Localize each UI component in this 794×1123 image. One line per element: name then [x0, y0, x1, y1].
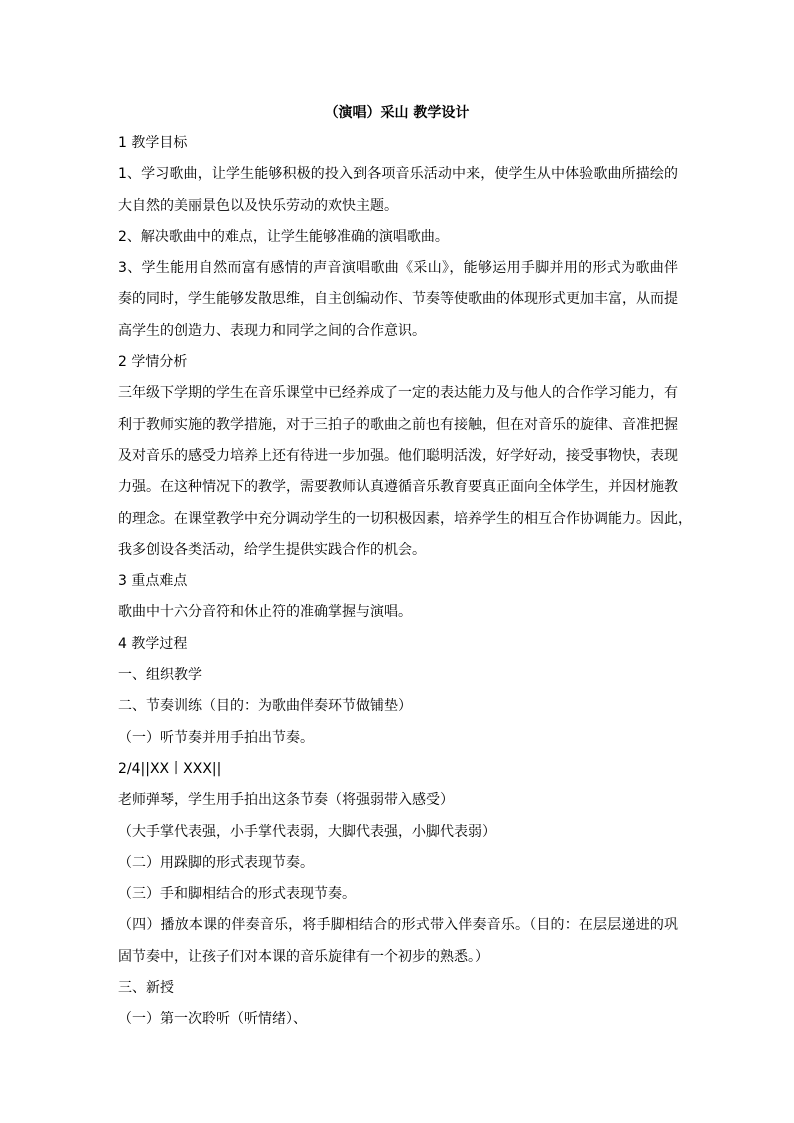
- paragraph-line: 固节奏中，让孩子们对本课的音乐旋律有一个初步的熟悉。）: [118, 948, 489, 965]
- document-title: （演唱）采山 教学设计: [324, 105, 470, 121]
- section-heading-teaching-process: 4 教学过程: [118, 635, 188, 652]
- paragraph-line: 的理念。在课堂教学中充分调动学生的一切积极因素，培养学生的相互合作协调能力。因此，: [118, 510, 692, 527]
- paragraph-line: 二、节奏训练（目的：为歌曲伴奏环节做铺垫）: [118, 698, 412, 715]
- paragraph-line: （大手掌代表强，小手掌代表弱，大脚代表强，小脚代表弱）: [118, 823, 496, 840]
- paragraph-line: 老师弹琴，学生用手拍出这条节奏（将强弱带入感受）: [118, 792, 454, 809]
- paragraph-line: （四）播放本课的伴奏音乐，将手脚相结合的形式带入伴奏音乐。（目的：在层层递进的巩: [118, 917, 678, 934]
- paragraph-line: 3、学生能用自然而富有感情的声音演唱歌曲《采山》，能够运用手脚并用的形式为歌曲伴: [118, 260, 678, 277]
- paragraph-line: 利于教师实施的教学措施，对于三拍子的歌曲之前也有接触，但在对音乐的旋律、音准把握: [118, 416, 678, 433]
- section-heading-student-analysis: 2 学情分析: [118, 354, 188, 371]
- paragraph-line: 大自然的美丽景色以及快乐劳动的欢快主题。: [118, 197, 398, 214]
- paragraph-line: 奏的同时，学生能够发散思维，自主创编动作、节奏等使歌曲的体现形式更加丰富，从而提: [118, 291, 678, 308]
- paragraph-line: （一）听节奏并用手拍出节奏。: [118, 729, 314, 746]
- paragraph-line: （二）用跺脚的形式表现节奏。: [118, 854, 314, 871]
- paragraph-line: 三年级下学期的学生在音乐课堂中已经养成了一定的表达能力及与他人的合作学习能力，有: [118, 385, 678, 402]
- paragraph-line: 2、解决歌曲中的难点，让学生能够准确的演唱歌曲。: [118, 228, 449, 245]
- paragraph-line: 力强。在这种情况下的教学，需要教师认真遵循音乐教育要真正面向全体学生，并因材施教: [118, 479, 678, 496]
- rhythm-notation: 2/4||XX丨XXX||: [118, 760, 222, 777]
- paragraph-line: 高学生的创造力、表现力和同学之间的合作意识。: [118, 322, 426, 339]
- paragraph-line: （三）手和脚相结合的形式表现节奏。: [118, 886, 356, 903]
- paragraph-line: 我多创设各类活动，给学生提供实践合作的机会。: [118, 541, 426, 558]
- document-body: [118, 128, 692, 1036]
- paragraph-line: 三、新授: [118, 980, 174, 997]
- section-heading-key-points: 3 重点难点: [118, 573, 188, 590]
- paragraph-line: 歌曲中十六分音符和休止符的准确掌握与演唱。: [118, 604, 412, 621]
- paragraph-line: （一）第一次聆听（听情绪）、: [118, 1011, 307, 1028]
- section-heading-teaching-goals: 1 教学目标: [118, 135, 188, 151]
- paragraph-line: 及对音乐的感受力培养上还有待进一步加强。他们聪明活泼，好学好动，接受事物快，表现: [118, 447, 678, 464]
- paragraph-line: 一、组织教学: [118, 667, 202, 684]
- paragraph-line: 1、学习歌曲，让学生能够积极的投入到各项音乐活动中来，使学生从中体验歌曲所描绘的: [118, 166, 678, 183]
